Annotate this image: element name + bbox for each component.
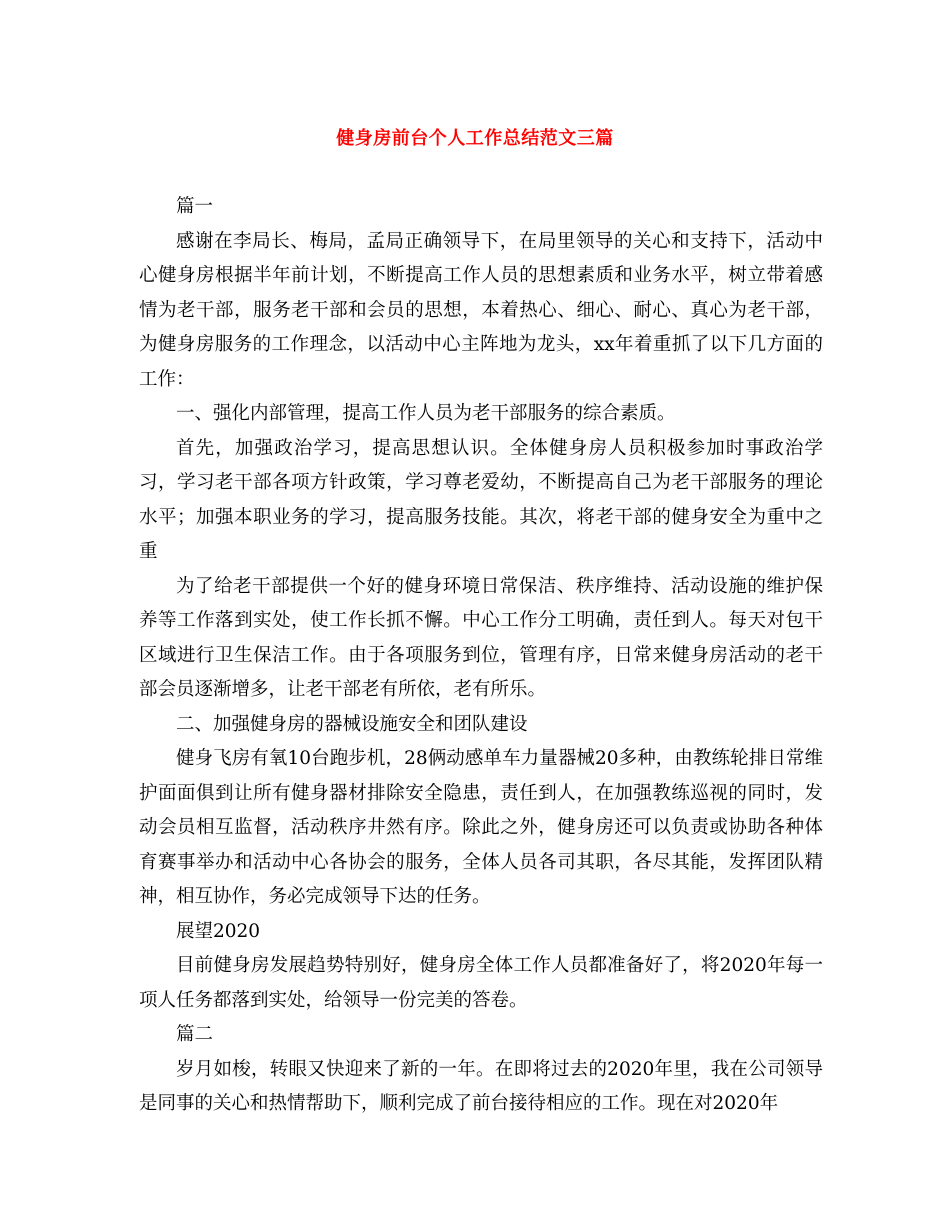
- paragraph-equipment: 健身飞房有氧10台跑步机，28俩动感单车力量器械20多种，由教练轮排日常维护面面俱到让所有健身器材排除安全隐患，责任到人，在加强教练巡视的同时，发动会员相互监督，活动秩序井然有序。除此之外，健身房还可以负责或协助各种体育赛事举办和活动中心各协会的服务，全体人员各司其职，各尽其能，发挥团队精神，相互协作，务必完成领导下达的任务。: [139, 748, 823, 907]
- paragraph-environment: 为了给老干部提供一个好的健身环境日常保洁、秩序维持、活动设施的维护保养等工作落到实处，使工作长抓不懈。中心工作分工明确，责任到人。每天对包干区域进行卫生保洁工作。由于各项服务到位，管理有序，日常来健身房活动的老干部会员逐渐增多，让老干部老有所依，老有所乐。: [139, 575, 823, 700]
- section-heading-part-one: 篇一: [176, 196, 214, 217]
- paragraph-outlook: 目前健身房发展趋势特别好，健身房全体工作人员都准备好了，将2020年每一项人任务都落到实处，给领导一份完美的答卷。: [139, 955, 823, 1011]
- document-body: [139, 190, 823, 1122]
- section-heading-equipment-safety: 二、加强健身房的器械设施安全和团队建设: [176, 713, 528, 735]
- section-heading-internal-management: 一、强化内部管理，提高工作人员为老干部服务的综合素质。: [176, 403, 676, 424]
- paragraph-part-two-intro: 岁月如梭，转眼又快迎来了新的一年。在即将过去的2020年里，我在公司领导是同事的关心和热情帮助下，顺利完成了前台接待相应的工作。现在对2020年: [139, 1058, 823, 1114]
- section-heading-outlook: 展望2020: [176, 920, 261, 942]
- paragraph-political-study: 首先，加强政治学习，提高思想认识。全体健身房人员积极参加时事政治学习，学习老干部各项方针政策，学习尊老爱幼，不断提高自己为老干部服务的理论水平；加强本职业务的学习，提高服务技能。其次，将老干部的健身安全为重中之重: [139, 437, 823, 562]
- paragraph-intro: 感谢在李局长、梅局，孟局正确领导下，在局里领导的关心和支持下，活动中心健身房根据半年前计划，不断提高工作人员的思想素质和业务水平，树立带着感情为老干部，服务老干部和会员的思想，本着热心、细心、耐心、真心为老干部，为健身房服务的工作理念，以活动中心主阵地为龙头，xx年着重抓了以下几方面的工作：: [139, 230, 823, 390]
- document-title: 健身房前台个人工作总结范文三篇: [336, 128, 614, 149]
- section-heading-part-two: 篇二: [176, 1024, 214, 1045]
